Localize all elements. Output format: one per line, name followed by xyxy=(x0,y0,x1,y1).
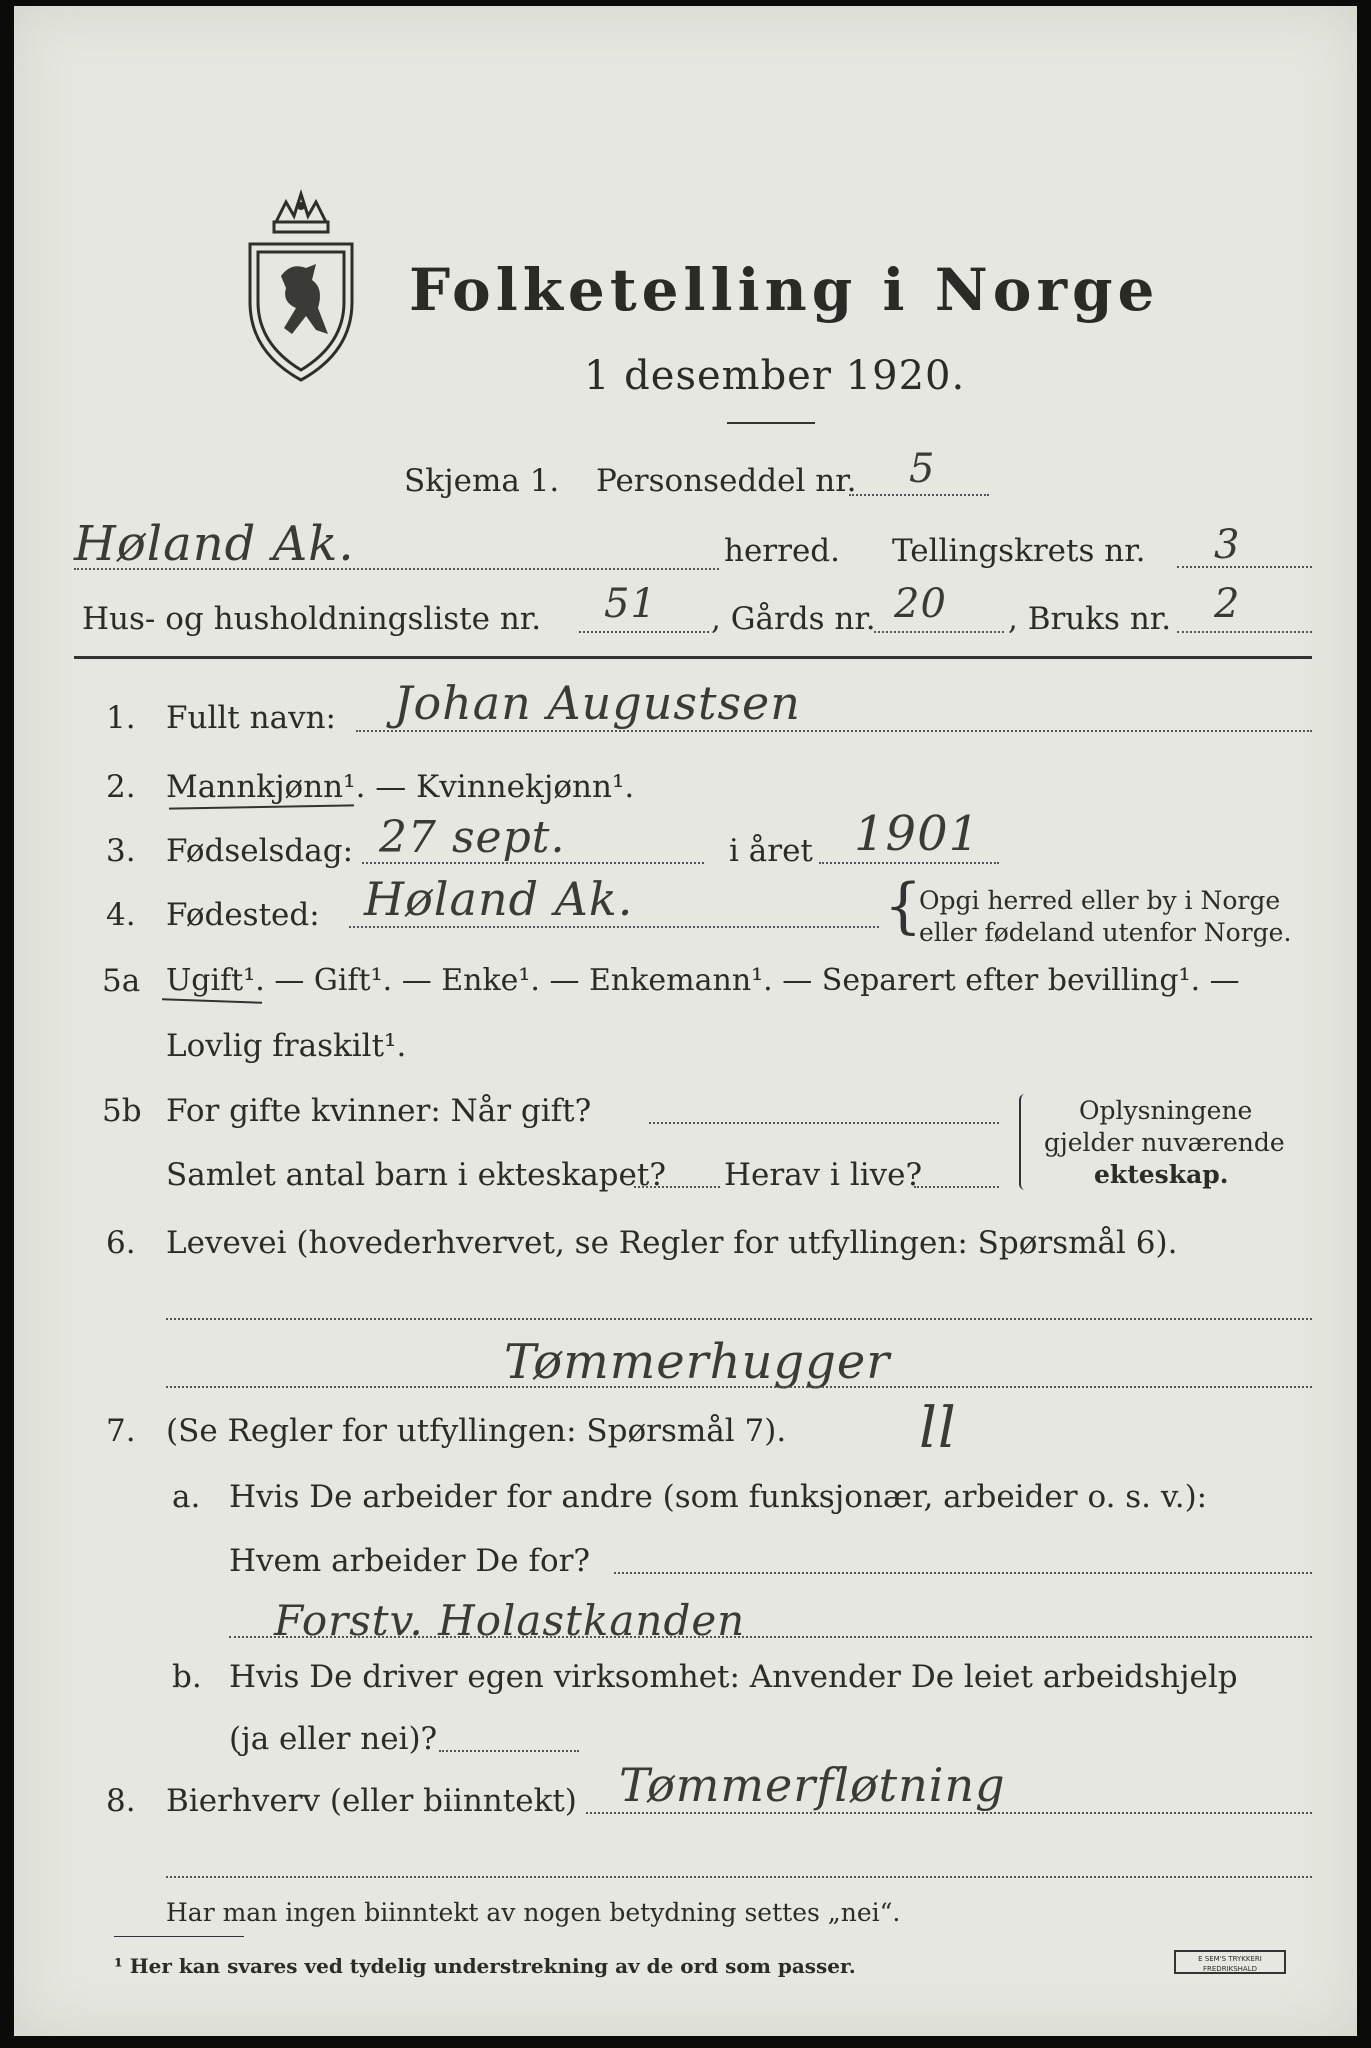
occupation-value[interactable]: Tømmerhugger xyxy=(504,1334,891,1390)
q7a-line1: Hvis De arbeider for andre (som funksjonær, arbeider o. s. v.): xyxy=(229,1479,1208,1515)
q5b-number: 5b xyxy=(102,1093,142,1129)
personseddel-value[interactable]: 5 xyxy=(909,446,936,492)
birthplace-value[interactable]: Høland Ak. xyxy=(364,872,634,926)
q7-number: 7. xyxy=(106,1413,136,1449)
q3-number: 3. xyxy=(106,833,136,869)
q5b-line1: For gifte kvinner: Når gift? xyxy=(166,1093,592,1129)
q8-label: Bierhverv (eller biinntekt) xyxy=(166,1783,577,1819)
ugift-underline xyxy=(162,998,262,1003)
bruks-label: , Bruks nr. xyxy=(1008,601,1172,637)
q5b-note-line2: gjelder nuværende xyxy=(1044,1128,1285,1157)
q5a-number: 5a xyxy=(102,963,141,999)
q7b-number: b. xyxy=(172,1659,202,1695)
census-form-sheet xyxy=(14,6,1357,2036)
header-rule xyxy=(74,656,1312,659)
side-occupation-value[interactable]: Tømmerfløtning xyxy=(619,1758,1006,1812)
herred-label: herred. xyxy=(724,533,840,569)
q7-label: (Se Regler for utfyllingen: Spørsmål 7). xyxy=(166,1413,787,1449)
q5b-line2b: Herav i live? xyxy=(724,1157,923,1193)
q5a-line2: Lovlig fraskilt¹. xyxy=(166,1028,407,1064)
printer-stamp: E SEM'S TRYKKERI FREDRIKSHALD xyxy=(1174,1950,1286,1974)
q4-label: Fødested: xyxy=(166,897,320,933)
q3-year-label: i året xyxy=(729,833,813,869)
q7b-line1: Hvis De driver egen virksomhet: Anvender De leiet arbeidshjelp xyxy=(229,1659,1238,1695)
footnote: ¹ Her kan svares ved tydelig understrekning av de ord som passer. xyxy=(114,1954,856,1978)
herred-value[interactable]: Høland Ak. xyxy=(74,516,355,572)
mannkjonn-underline xyxy=(169,804,354,809)
hus-value[interactable]: 51 xyxy=(604,581,657,627)
form-title: Folketelling i Norge xyxy=(409,256,1160,324)
q1-number: 1. xyxy=(106,700,136,736)
tellingskrets-label: Tellingskrets nr. xyxy=(892,533,1146,569)
gards-label: , Gårds nr. xyxy=(711,601,876,637)
q8-number: 8. xyxy=(106,1783,136,1819)
q5b-note-line3: ekteskap. xyxy=(1094,1160,1229,1189)
q1-label: Fullt navn: xyxy=(166,700,336,736)
q2-label: Mannkjønn¹. — Kvinnekjønn¹. xyxy=(166,769,635,805)
skjema-label: Skjema 1. xyxy=(404,463,560,499)
q6-number: 6. xyxy=(106,1225,136,1261)
q4-note-line1: Opgi herred eller by i Norge xyxy=(919,886,1281,915)
q5b-bracket xyxy=(1019,1094,1027,1190)
tellingskrets-value[interactable]: 3 xyxy=(1214,522,1241,568)
title-divider xyxy=(727,422,815,424)
footnote-rule xyxy=(114,1936,244,1937)
coat-of-arms-icon xyxy=(236,184,366,384)
q7a-line2: Hvem arbeider De for? xyxy=(229,1543,591,1579)
income-note: Har man ingen biinntekt av nogen betydning settes „nei“. xyxy=(166,1898,901,1927)
q2-number: 2. xyxy=(106,769,136,805)
bruks-value[interactable]: 2 xyxy=(1214,581,1241,627)
q7-mark: ll xyxy=(919,1396,957,1461)
q5a-line1: Ugift¹. — Gift¹. — Enke¹. — Enkemann¹. — Separert efter bevilling¹. — xyxy=(166,963,1240,998)
q7b-line2: (ja eller nei)? xyxy=(229,1721,438,1757)
form-date: 1 desember 1920. xyxy=(584,353,966,399)
q4-brace: { xyxy=(884,871,923,941)
q4-note-line2: eller fødeland utenfor Norge. xyxy=(919,918,1292,947)
q7a-number: a. xyxy=(172,1479,201,1515)
employer-value[interactable]: Forstv. Holastkanden xyxy=(274,1596,746,1645)
full-name-value[interactable]: Johan Augustsen xyxy=(394,676,801,730)
hus-label: Hus- og husholdningsliste nr. xyxy=(82,601,542,637)
q4-number: 4. xyxy=(106,897,136,933)
q6-label: Levevei (hovederhvervet, se Regler for utfyllingen: Spørsmål 6). xyxy=(166,1225,1178,1261)
q5b-note-line1: Oplysningene xyxy=(1079,1096,1253,1125)
birthdate-value[interactable]: 27 sept. xyxy=(379,812,566,863)
q3-label: Fødselsdag: xyxy=(166,833,354,869)
q5b-line2a: Samlet antal barn i ekteskapet? xyxy=(166,1157,666,1193)
personseddel-label: Personseddel nr. xyxy=(596,463,857,499)
birth-year-value[interactable]: 1901 xyxy=(854,806,981,862)
gards-value[interactable]: 20 xyxy=(894,581,947,627)
